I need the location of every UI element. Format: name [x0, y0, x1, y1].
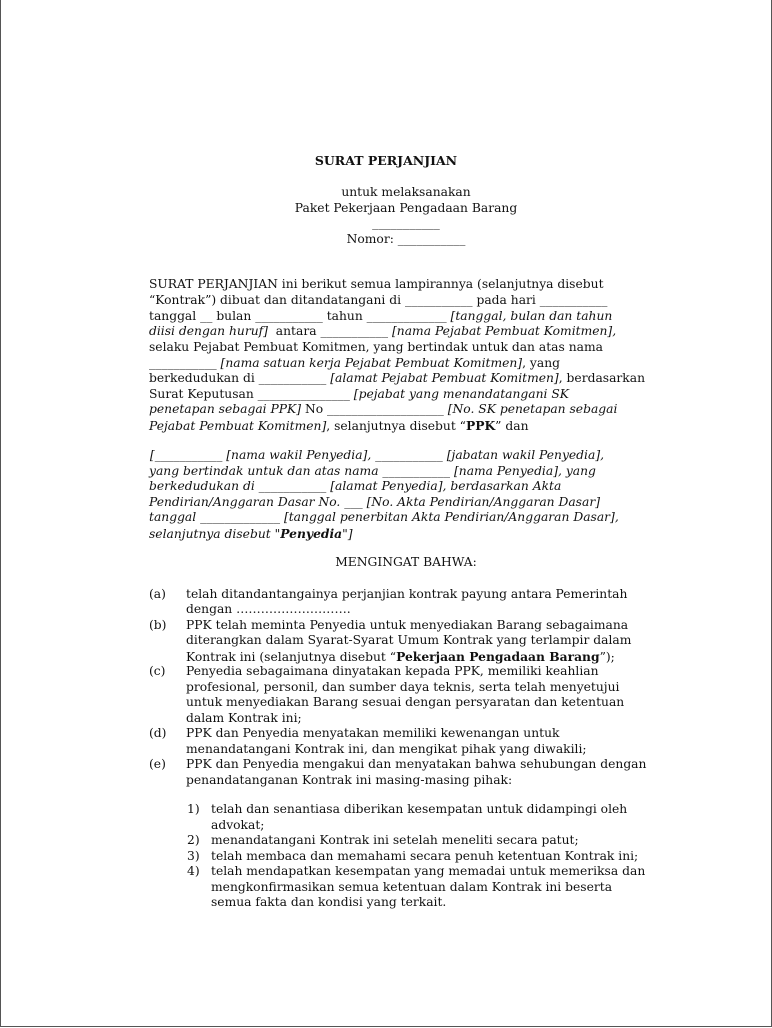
- provider-line: yang bertindak untuk dan atas nama ___________ [nama Penyedia], yang: [149, 464, 596, 478]
- provider-line: berkedudukan di ___________ [alamat Penyedia], berdasarkan Akta: [149, 479, 562, 493]
- clause-line: PPK telah meminta Penyedia untuk menyediakan Barang sebagaimana: [186, 618, 629, 632]
- opening-line: [149, 324, 616, 340]
- provider-line: [149, 526, 353, 543]
- opening-line: [149, 387, 569, 403]
- italic-run: [nama satuan kerja Pejabat Pembuat Komitmen]: [220, 356, 523, 370]
- item-number: 3): [187, 849, 200, 863]
- italic-run: "]: [342, 527, 353, 541]
- text-run: antara ___________: [267, 324, 392, 338]
- provider-line: Pendirian/Anggaran Dasar No. ___ [No. Akta Pendirian/Anggaran Dasar]: [149, 495, 601, 509]
- italic-run: [pejabat yang menandatangani SK: [353, 387, 569, 401]
- provider-line: tanggal _____________ [tanggal penerbitan Akta Pendirian/Anggaran Dasar],: [149, 510, 619, 524]
- clause-line: diterangkan dalam Syarat-Syarat Umum Kontrak yang terlampir dalam: [186, 633, 632, 647]
- bold-italic-run: Penyedia: [280, 526, 343, 541]
- item-line: telah mendapatkan kesempatan yang memadai untuk memeriksa dan: [211, 864, 646, 878]
- opening-line: [149, 309, 612, 325]
- mengingat-heading: MENGINGAT BAHWA:: [335, 555, 477, 569]
- item-line: telah dan senantiasa diberikan kesempatan untuk didampingi oleh: [211, 802, 628, 816]
- subtitle-line-1: untuk melaksanakan: [341, 185, 471, 199]
- text-run: , berdasarkan: [558, 371, 646, 385]
- text-run: , yang: [522, 356, 560, 370]
- italic-run: [No. SK penetapan sebagai: [447, 402, 618, 416]
- document-title: SURAT PERJANJIAN: [314, 153, 458, 168]
- clause-line: telah ditandantangainya perjanjian kontrak payung antara Pemerintah: [186, 587, 628, 601]
- bold-run: PPK: [465, 418, 496, 433]
- nomor-line: Nomor: ___________: [346, 232, 466, 246]
- clause-line: penandatanganan Kontrak ini masing-masing pihak:: [186, 773, 513, 787]
- text-run: Kontrak ini (selanjutnya disebut “: [186, 650, 397, 664]
- item-number: 1): [187, 802, 200, 816]
- item-number: 2): [187, 833, 200, 847]
- opening-line: [149, 371, 645, 387]
- italic-run: [nama Pejabat Pembuat Komitmen],: [392, 324, 617, 338]
- item-line: mengkonfirmasikan semua ketentuan dalam Kontrak ini beserta: [211, 880, 613, 894]
- item-line: advokat;: [211, 818, 265, 832]
- item-number: 4): [187, 864, 200, 878]
- clause-line: menandatangani Kontrak ini, dan mengikat pihak yang diwakili;: [186, 742, 587, 756]
- opening-line: SURAT PERJANJIAN ini berikut semua lampirannya (selanjutnya disebut: [149, 277, 604, 291]
- opening-line: [149, 356, 560, 372]
- clause-label: (c): [149, 664, 166, 678]
- opening-line: [149, 418, 529, 435]
- subtitle-line-2: Paket Pekerjaan Pengadaan Barang: [294, 201, 518, 215]
- provider-line: [___________ [nama wakil Penyedia], ___________ [jabatan wakil Penyedia],: [146, 448, 605, 462]
- italic-run: [tanggal, bulan dan tahun: [450, 309, 613, 323]
- italic-run: [alamat Pejabat Pembuat Komitmen]: [330, 371, 559, 385]
- text-run: ___________: [149, 356, 221, 370]
- text-run: ” dan: [495, 419, 529, 433]
- opening-line: selaku Pejabat Pembuat Komitmen, yang bertindak untuk dan atas nama: [149, 340, 603, 354]
- opening-line: “Kontrak”) dibuat dan ditandatangani di ___________ pada hari ___________: [149, 293, 608, 307]
- item-line: semua fakta dan kondisi yang terkait.: [211, 895, 447, 909]
- clause-line: untuk menyediakan Barang sesuai dengan persyaratan dan ketentuan: [186, 695, 625, 709]
- text-run: berkedudukan di ___________: [149, 371, 331, 385]
- clause-line: PPK dan Penyedia menyatakan memiliki kewenangan untuk: [186, 726, 560, 740]
- clause-label: (b): [149, 618, 167, 632]
- text-run: No ___________________: [301, 402, 448, 416]
- subtitle-line-3: ___________: [372, 216, 440, 230]
- clause-line: dalam Kontrak ini;: [186, 711, 302, 725]
- text-run: tanggal __ bulan ___________ tahun _____________: [149, 309, 451, 323]
- item-line: menandatangani Kontrak ini setelah meneliti secara patut;: [211, 833, 579, 847]
- clause-label: (d): [149, 726, 167, 740]
- clause-line: Penyedia sebagaimana dinyatakan kepada PPK, memiliki keahlian: [186, 664, 599, 678]
- bold-run: Pekerjaan Pengadaan Barang: [396, 649, 600, 664]
- item-line: telah membaca dan memahami secara penuh ketentuan Kontrak ini;: [211, 849, 639, 863]
- opening-line: [149, 402, 617, 418]
- text-run: Surat Keputusan _______________: [149, 387, 354, 401]
- clause-line: profesional, personil, dan sumber daya teknis, serta telah menyetujui: [186, 680, 620, 694]
- text-run: , selanjutnya disebut “: [326, 419, 466, 433]
- clause-label: (a): [149, 587, 166, 601]
- italic-run: selanjutnya disebut ": [149, 527, 281, 541]
- italic-run: Pejabat Pembuat Komitmen]: [149, 419, 327, 433]
- clause-label: (e): [149, 757, 166, 771]
- text-run: ”);: [599, 650, 615, 664]
- italic-run: penetapan sebagai PPK]: [149, 402, 302, 416]
- clause-line: PPK dan Penyedia mengakui dan menyatakan bahwa sehubungan dengan: [186, 757, 647, 771]
- italic-run: diisi dengan huruf]: [149, 324, 268, 338]
- clause-line: dengan ……………………….: [186, 602, 351, 616]
